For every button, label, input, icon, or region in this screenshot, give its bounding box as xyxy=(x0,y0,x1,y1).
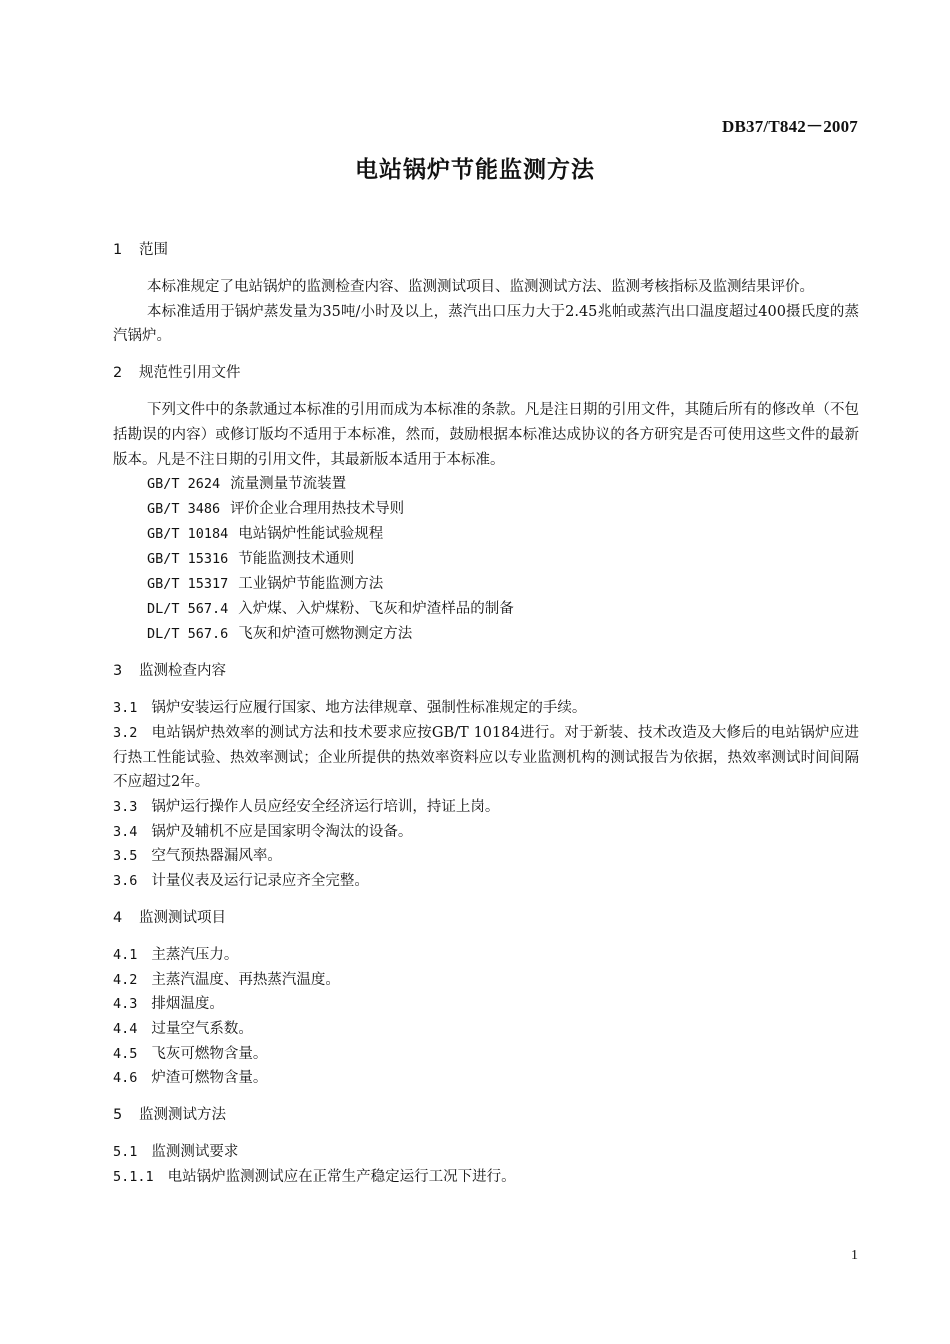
clause-text: 锅炉运行操作人员应经安全经济运行培训，持证上岗。 xyxy=(151,799,500,816)
reference-title: 工业锅炉节能监测方法 xyxy=(238,576,384,593)
clause-item xyxy=(113,943,859,968)
clause-text: 锅炉及辅机不应是国家明令淘汰的设备。 xyxy=(151,823,413,840)
reference-item xyxy=(113,547,859,572)
clause-item xyxy=(113,721,859,795)
reference-code: DL/T 567.4 xyxy=(147,601,229,618)
reference-title: 电站锅炉性能试验规程 xyxy=(238,526,384,543)
reference-item xyxy=(113,497,859,522)
reference-title: 入炉煤、入炉煤粉、飞灰和炉渣样品的制备 xyxy=(238,601,514,618)
clause-text: 主蒸汽压力。 xyxy=(151,946,239,963)
clause-number: 3.1 xyxy=(113,700,138,717)
section-heading-inspection-content xyxy=(113,659,859,684)
clause-text: 计量仪表及运行记录应齐全完整。 xyxy=(151,873,369,890)
reference-code: GB/T 15317 xyxy=(147,576,229,593)
reference-title: 飞灰和炉渣可燃物测定方法 xyxy=(238,626,413,643)
reference-title: 评价企业合理用热技术导则 xyxy=(230,501,405,518)
section-number: 5 xyxy=(113,1107,123,1124)
clause-item xyxy=(113,869,859,894)
section-title: 范围 xyxy=(139,242,168,258)
reference-code: GB/T 2624 xyxy=(147,476,221,493)
clause-item xyxy=(113,992,859,1017)
clause-text: 过量空气系数。 xyxy=(151,1020,253,1037)
clause-text: 炉渣可燃物含量。 xyxy=(151,1070,268,1087)
section-heading-scope xyxy=(113,238,859,263)
clause-number: 3.6 xyxy=(113,873,138,890)
section-title: 监测测试方法 xyxy=(139,1107,226,1124)
clause-text: 锅炉安装运行应履行国家、地方法律规章、强制性标准规定的手续。 xyxy=(151,700,587,717)
subsection-title: 监测测试要求 xyxy=(151,1144,239,1161)
clause-text: 飞灰可燃物含量。 xyxy=(151,1045,268,1062)
clause-number: 3.2 xyxy=(113,724,138,741)
clause-item xyxy=(113,1165,859,1190)
clause-number: 3.3 xyxy=(113,799,138,816)
clause-item xyxy=(113,844,859,869)
reference-item xyxy=(113,472,859,497)
paragraph: 下列文件中的条款通过本标准的引用而成为本标准的条款。凡是注日期的引用文件，其随后所有的修改单（不包括勘误的内容）或修订版均不适用于本标准，然而，鼓励根据本标准达成协议的各方研究是否可使用这些文件的最新版本。凡是不注日期的引用文件，其最新版本适用于本标准。 xyxy=(113,402,859,468)
subsection-heading xyxy=(113,1140,859,1165)
reference-item xyxy=(113,622,859,647)
document-title: 电站锅炉节能监测方法 xyxy=(355,157,595,183)
reference-item xyxy=(113,597,859,622)
clause-text: 电站锅炉监测测试应在正常生产稳定运行工况下进行。 xyxy=(167,1168,516,1185)
reference-item xyxy=(113,522,859,547)
section-number: 4 xyxy=(113,909,123,926)
clause-item xyxy=(113,696,859,721)
clause-text: 空气预热器漏风率。 xyxy=(151,848,282,865)
section-heading-normative-references xyxy=(113,361,859,386)
reference-code: GB/T 3486 xyxy=(147,501,221,518)
reference-code: GB/T 15316 xyxy=(147,551,229,568)
section-title: 监测测试项目 xyxy=(139,909,226,926)
clause-text: 排烟温度。 xyxy=(151,996,224,1013)
section-number: 2 xyxy=(113,365,123,382)
clause-number: 4.4 xyxy=(113,1020,138,1037)
clause-item xyxy=(113,1066,859,1091)
clause-number: 4.6 xyxy=(113,1070,138,1087)
section-number: 1 xyxy=(113,242,123,258)
section-title: 监测检查内容 xyxy=(139,663,226,680)
clause-number: 4.5 xyxy=(113,1045,138,1062)
document-body xyxy=(113,238,859,1189)
section-heading-test-items xyxy=(113,906,859,931)
section-title: 规范性引用文件 xyxy=(139,365,241,382)
clause-item xyxy=(113,795,859,820)
standard-code: DB37/T842－2007 xyxy=(722,117,858,136)
paragraph: 本标准规定了电站锅炉的监测检查内容、监测测试项目、监测测试方法、监测考核指标及监测结果评价。 xyxy=(147,279,814,295)
clause-number: 5.1.1 xyxy=(113,1168,154,1185)
section-heading-test-methods xyxy=(113,1103,859,1128)
clause-item xyxy=(113,820,859,845)
clause-number: 4.1 xyxy=(113,946,138,963)
clause-text: 电站锅炉热效率的测试方法和技术要求应按GB/T 10184进行。对于新装、技术改造及大修后的电站锅炉应进行热工性能试验、热效率测试；企业所提供的热效率资料应以专业监测机构的测试报告为依据，热效率测试时间间隔不应超过2年。 xyxy=(113,724,859,791)
clause-text: 主蒸汽温度、再热蒸汽温度。 xyxy=(151,971,340,988)
subsection-number: 5.1 xyxy=(113,1144,138,1161)
reference-item xyxy=(113,572,859,597)
section-number: 3 xyxy=(113,663,123,680)
reference-title: 流量测量节流装置 xyxy=(230,476,347,493)
clause-item xyxy=(113,968,859,993)
clause-number: 4.2 xyxy=(113,971,138,988)
clause-item xyxy=(113,1017,859,1042)
clause-number: 3.4 xyxy=(113,823,138,840)
reference-code: GB/T 10184 xyxy=(147,526,229,543)
reference-title: 节能监测技术通则 xyxy=(238,551,355,568)
reference-code: DL/T 567.6 xyxy=(147,626,229,643)
clause-number: 4.3 xyxy=(113,996,138,1013)
clause-item xyxy=(113,1042,859,1067)
clause-number: 3.5 xyxy=(113,848,138,865)
paragraph: 本标准适用于锅炉蒸发量为35吨/小时及以上，蒸汽出口压力大于2.45兆帕或蒸汽出口温度超过400摄氏度的蒸汽锅炉。 xyxy=(113,303,859,345)
page-number: 1 xyxy=(851,1248,858,1263)
